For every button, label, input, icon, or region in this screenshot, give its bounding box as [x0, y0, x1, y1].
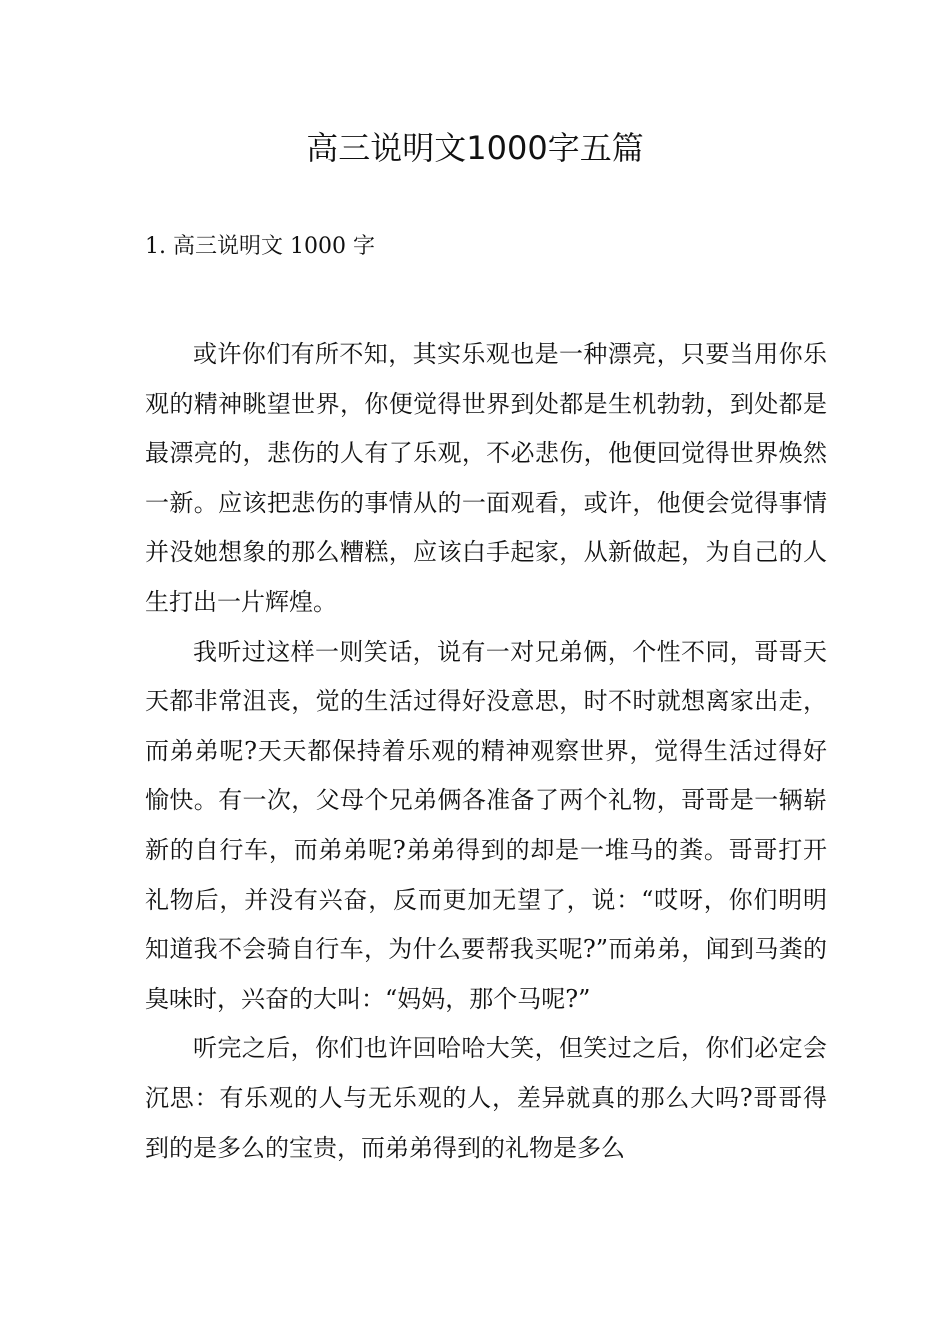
paragraph: 或许你们有所不知，其实乐观也是一种漂亮，只要当用你乐观的精神眺望世界，你便觉得世界到处都是生机勃勃，到处都是最漂亮的，悲伤的人有了乐观，不必悲伤，他便回觉得世界焕然一新。应该把悲伤的事情从的一面观看，或许，他便会觉得事情并没她想象的那么糟糕，应该白手起家，从新做起，为自己的人生打出一片辉煌。 [145, 340, 827, 616]
document-body [145, 330, 827, 1173]
paragraph: 我听过这样一则笑话，说有一对兄弟俩，个性不同，哥哥天天都非常沮丧，觉的生活过得好没意思，时不时就想离家出走，而弟弟呢?天天都保持着乐观的精神观察世界，觉得生活过得好愉快。有一次，父母个兄弟俩各准备了两个礼物，哥哥是一辆崭新的自行车，而弟弟呢?弟弟得到的却是一堆马的粪。哥哥打开礼物后，并没有兴奋，反而更加无望了，说：“哎呀，你们明明知道我不会骑自行车，为什么要帮我买呢?”而弟弟，闻到马粪的臭味时，兴奋的大叫：“妈妈，那个马呢?” [145, 637, 827, 1013]
paragraph: 听完之后，你们也许回哈哈大笑，但笑过之后，你们必定会沉思：有乐观的人与无乐观的人，差异就真的那么大吗?哥哥得到的是多么的宝贵，而弟弟得到的礼物是多么 [145, 1034, 827, 1162]
document-title: 高三说明文1000字五篇 [306, 129, 644, 167]
section-heading: 1. 高三说明文 1000 字 [145, 234, 375, 259]
